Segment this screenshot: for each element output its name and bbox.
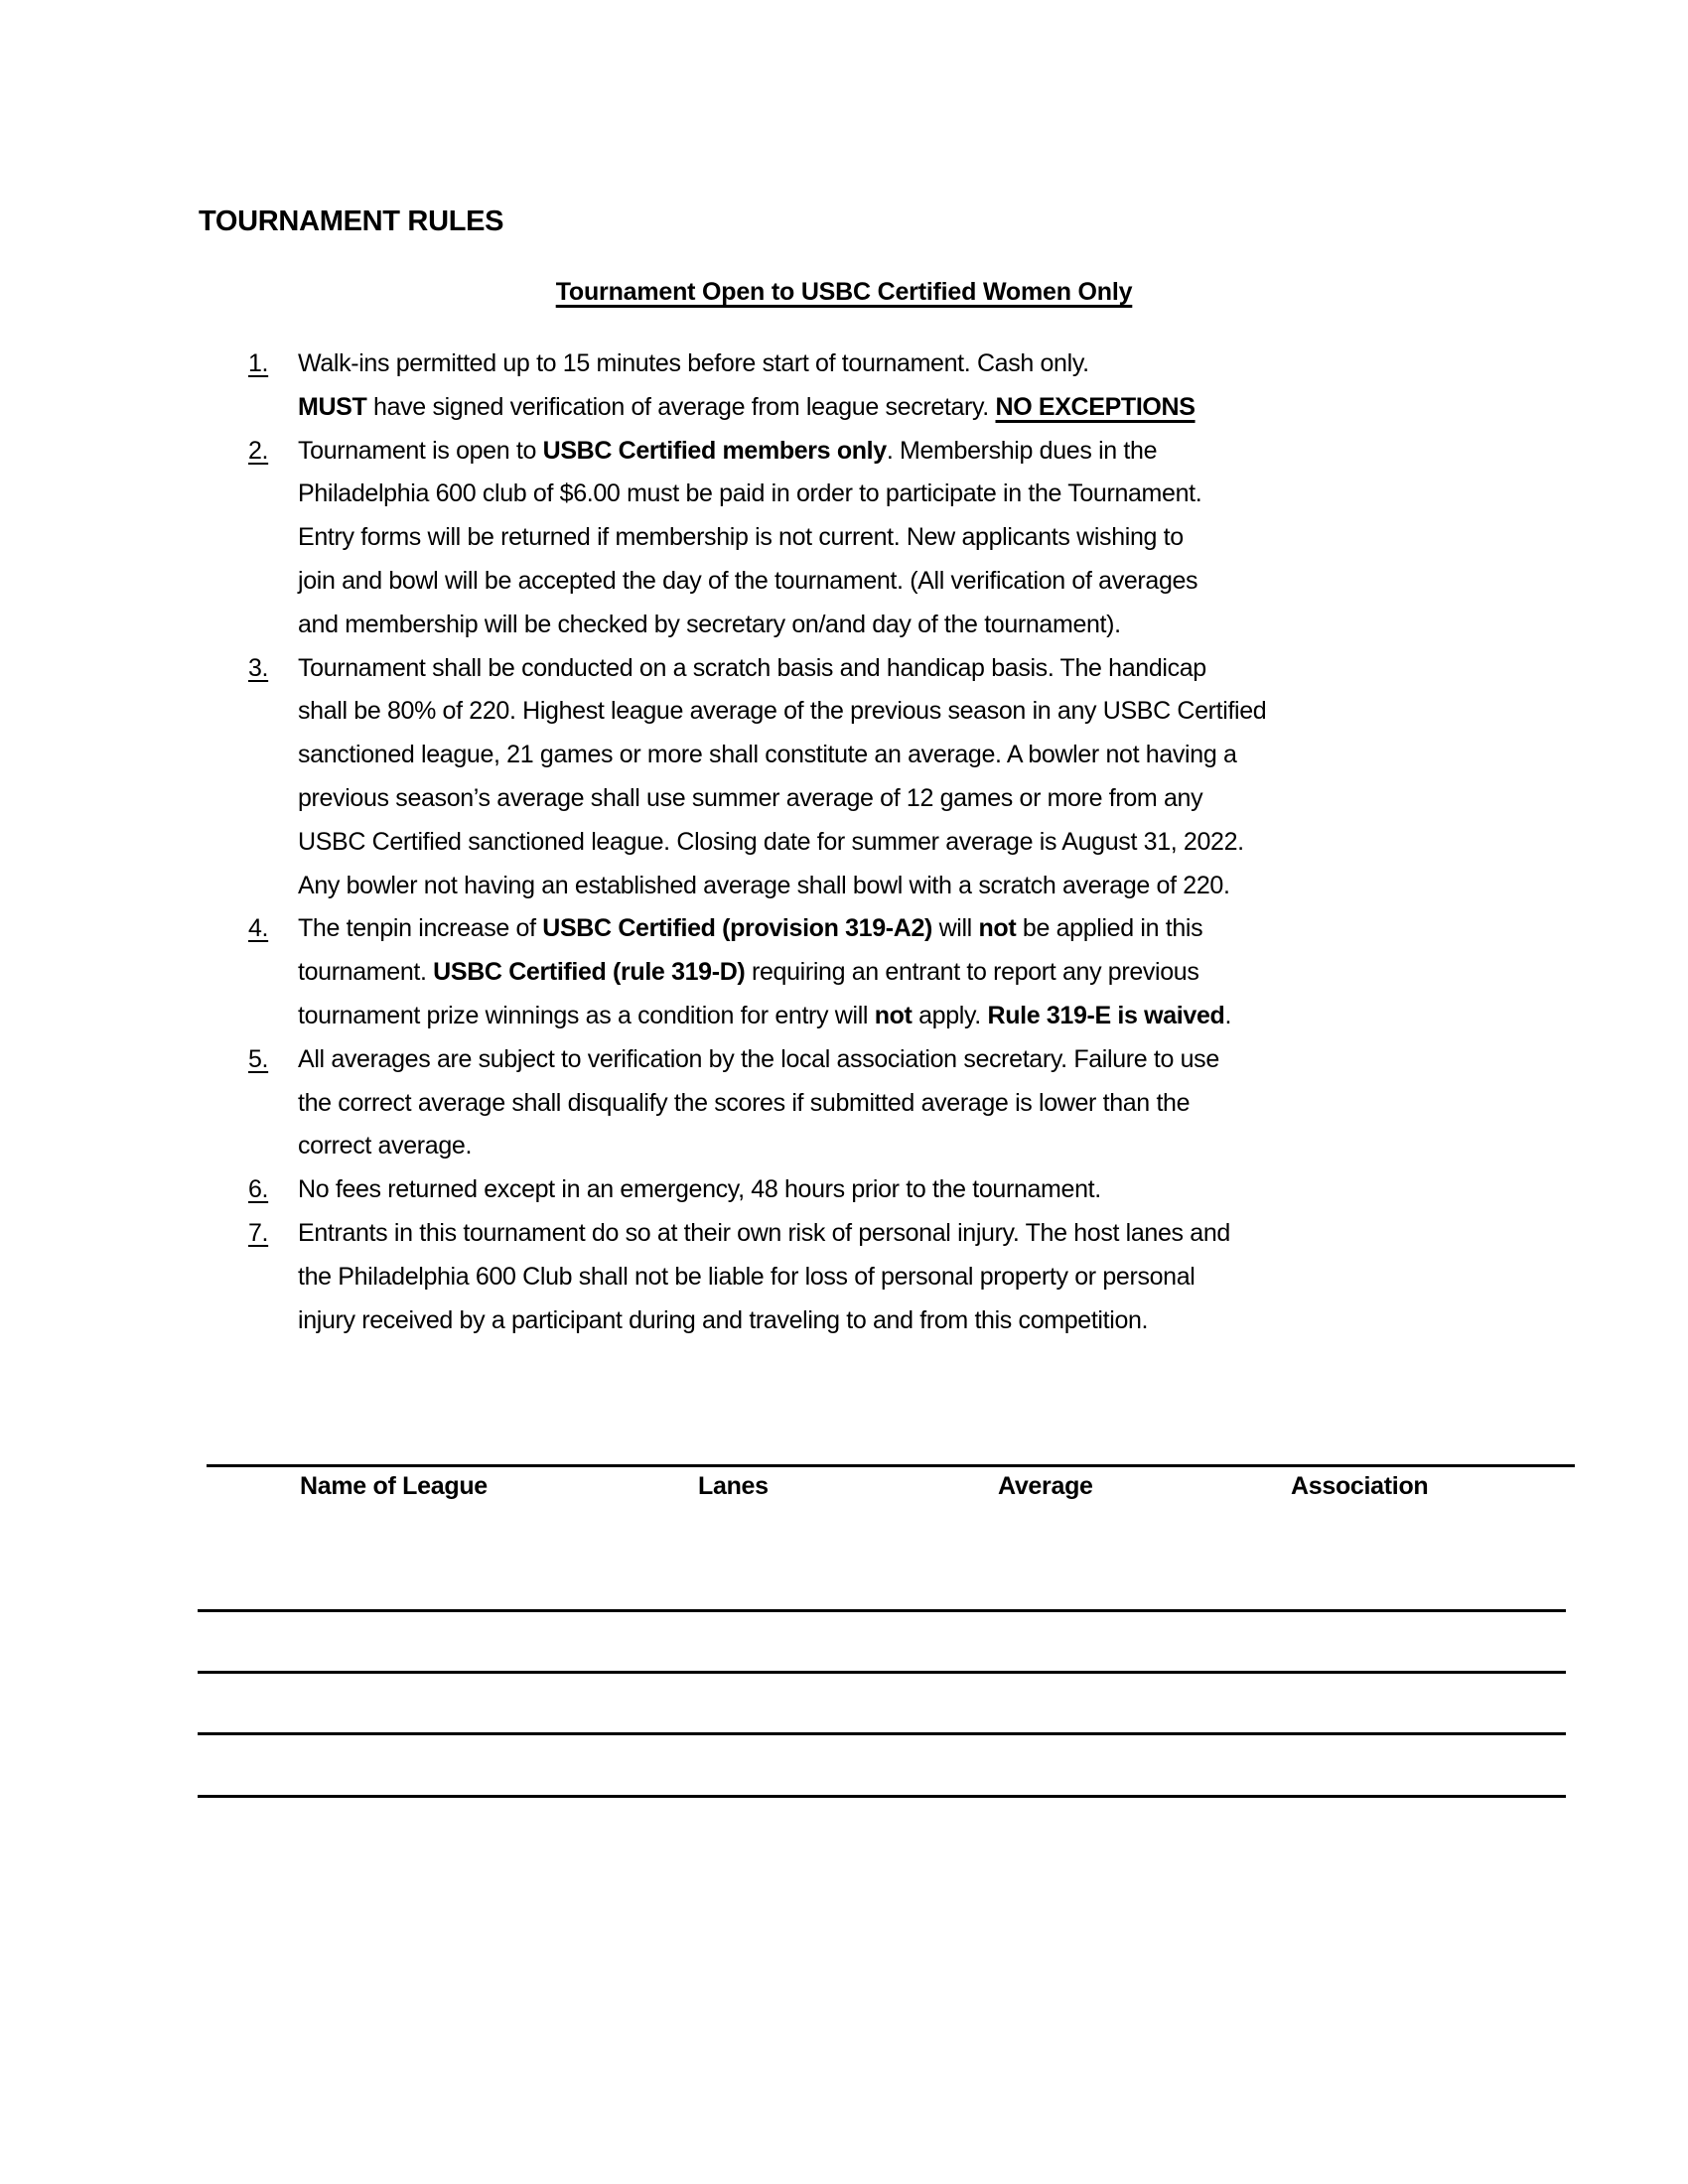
- eligibility-subtitle: [0, 276, 1688, 308]
- text-segment: Tournament is open to: [298, 436, 543, 465]
- text-segment: No fees returned except in an emergency, 48 hours prior to the tournament.: [298, 1175, 1101, 1204]
- rule-5-line: [0, 1125, 1688, 1168]
- rule-6-line: [0, 1168, 1688, 1212]
- text-segment: shall be 80% of 220. Highest league average of the previous season in any USBC Certified: [298, 697, 1267, 726]
- rule-7-line: [0, 1299, 1688, 1343]
- page-title: TOURNAMENT RULES: [199, 205, 504, 237]
- rule-text: [298, 473, 1201, 516]
- rule-5-line: [0, 1082, 1688, 1126]
- text-segment: tournament.: [298, 958, 434, 987]
- rule-text: [298, 560, 1197, 604]
- rule-4-line: [0, 995, 1688, 1038]
- rule-number: 1.: [248, 349, 269, 377]
- rule-number: 3.: [248, 653, 269, 682]
- text-segment: The tenpin increase of: [298, 914, 543, 943]
- rule-text: [298, 386, 1196, 430]
- text-segment: requiring an entrant to report any previous: [745, 958, 1199, 987]
- rule-number: 7.: [248, 1218, 269, 1247]
- text-segment: sanctioned league, 21 games or more shall constitute an average. A bowler not having a: [298, 741, 1237, 769]
- rule-2-line: [0, 560, 1688, 604]
- rule-text: [298, 1125, 472, 1168]
- rule-text: [298, 690, 1266, 734]
- rule-3-line: [0, 690, 1688, 734]
- rule-text: [298, 604, 1121, 647]
- text-segment: . Membership dues in the: [886, 436, 1158, 465]
- rule-3-line: [0, 865, 1688, 908]
- rule-text: [298, 516, 1184, 560]
- emphasis-text: not: [874, 1001, 913, 1029]
- emphasis-text: not: [978, 914, 1017, 943]
- text-segment: Philadelphia 600 club of $6.00 must be paid in order to participate in the Tournament.: [298, 479, 1202, 508]
- rule-5-line: [0, 1038, 1688, 1082]
- rule-text: [298, 995, 1231, 1038]
- league-entry-line[interactable]: [198, 1795, 1566, 1798]
- text-segment: join and bowl will be accepted the day of the tournament. (All verification of averages: [298, 566, 1198, 595]
- emphasis-text: USBC Certified members only: [542, 436, 887, 465]
- text-segment: the correct average shall disqualify the scores if submitted average is lower than the: [298, 1088, 1191, 1117]
- text-segment: will: [931, 914, 979, 943]
- rule-text: [298, 1038, 1219, 1082]
- rule-text: [298, 1168, 1101, 1212]
- rule-text: [298, 777, 1202, 821]
- text-segment: Entry forms will be returned if membership is not current. New applicants wishing to: [298, 523, 1184, 552]
- rule-4-line: [0, 907, 1688, 951]
- rule-3-line: [0, 647, 1688, 691]
- rule-2-line: [0, 516, 1688, 560]
- rule-text: [298, 430, 1157, 474]
- text-segment: previous season’s average shall use summer average of 12 games or more from any: [298, 783, 1203, 812]
- rule-text: [298, 342, 1089, 386]
- text-segment: and membership will be checked by secretary on/and day of the tournament).: [298, 610, 1121, 638]
- text-segment: correct average.: [298, 1132, 473, 1160]
- rule-3-line: [0, 821, 1688, 865]
- text-segment: the Philadelphia 600 Club shall not be liable for loss of personal property or personal: [298, 1262, 1196, 1291]
- emphasis-text: MUST: [298, 392, 367, 421]
- rule-text: [298, 647, 1206, 691]
- rule-text: [298, 734, 1237, 777]
- rule-number: 6.: [248, 1175, 269, 1204]
- rule-1-line: [0, 386, 1688, 430]
- text-segment: Any bowler not having an established average shall bowl with a scratch average of 220.: [298, 871, 1230, 899]
- rule-2-line: [0, 430, 1688, 474]
- text-segment: USBC Certified sanctioned league. Closing date for summer average is August 31, 2022.: [298, 827, 1244, 856]
- rule-2-line: [0, 604, 1688, 647]
- text-segment: apply.: [912, 1001, 988, 1029]
- rule-3-line: [0, 734, 1688, 777]
- text-segment: have signed verification of average from league secretary.: [366, 392, 996, 421]
- rule-1-line: [0, 342, 1688, 386]
- emphasis-text: NO EXCEPTIONS: [995, 392, 1196, 421]
- rule-text: [298, 951, 1199, 995]
- league-form-header: [0, 1470, 1688, 1502]
- emphasis-text: USBC Certified (provision 319-A2): [542, 914, 932, 943]
- text-segment: Entrants in this tournament do so at their own risk of personal injury. The host lanes and: [298, 1218, 1230, 1247]
- emphasis-text: Rule 319-E is waived: [987, 1001, 1225, 1029]
- text-segment: Walk-ins permitted up to 15 minutes before start of tournament. Cash only.: [298, 349, 1089, 377]
- eligibility-subtitle-text: Tournament Open to USBC Certified Women Only: [555, 278, 1133, 306]
- rule-text: [298, 1212, 1230, 1256]
- text-segment: All averages are subject to verification by the local association secretary. Failure to use: [298, 1044, 1219, 1073]
- text-segment: .: [1224, 1001, 1232, 1029]
- text-segment: Tournament shall be conducted on a scratch basis and handicap basis. The handicap: [298, 653, 1206, 682]
- form-top-rule: [207, 1464, 1575, 1467]
- rule-7-line: [0, 1212, 1688, 1256]
- column-header-average: Average: [998, 1472, 1093, 1500]
- rules-list: [0, 342, 1688, 1342]
- rule-4-line: [0, 951, 1688, 995]
- rule-text: [298, 865, 1230, 908]
- league-entry-line[interactable]: [198, 1671, 1566, 1674]
- emphasis-text: USBC Certified (rule 319-D): [433, 958, 746, 987]
- league-entry-line[interactable]: [198, 1609, 1566, 1612]
- rule-text: [298, 1082, 1190, 1126]
- league-entry-line[interactable]: [198, 1732, 1566, 1735]
- text-segment: injury received by a participant during and traveling to and from this competition.: [298, 1305, 1149, 1334]
- rule-text: [298, 1256, 1195, 1299]
- text-segment: be applied in this: [1016, 914, 1203, 943]
- rule-number: 4.: [248, 914, 269, 943]
- column-header-lanes: Lanes: [698, 1472, 769, 1500]
- rule-text: [298, 907, 1202, 951]
- rule-number: 2.: [248, 436, 269, 465]
- rule-text: [298, 821, 1244, 865]
- rule-2-line: [0, 473, 1688, 516]
- text-segment: tournament prize winnings as a condition for entry will: [298, 1001, 875, 1029]
- rule-number: 5.: [248, 1044, 269, 1073]
- rule-text: [298, 1299, 1148, 1343]
- rule-3-line: [0, 777, 1688, 821]
- rule-7-line: [0, 1256, 1688, 1299]
- column-header-association: Association: [1291, 1472, 1429, 1500]
- column-header-name-of-league: Name of League: [300, 1472, 488, 1500]
